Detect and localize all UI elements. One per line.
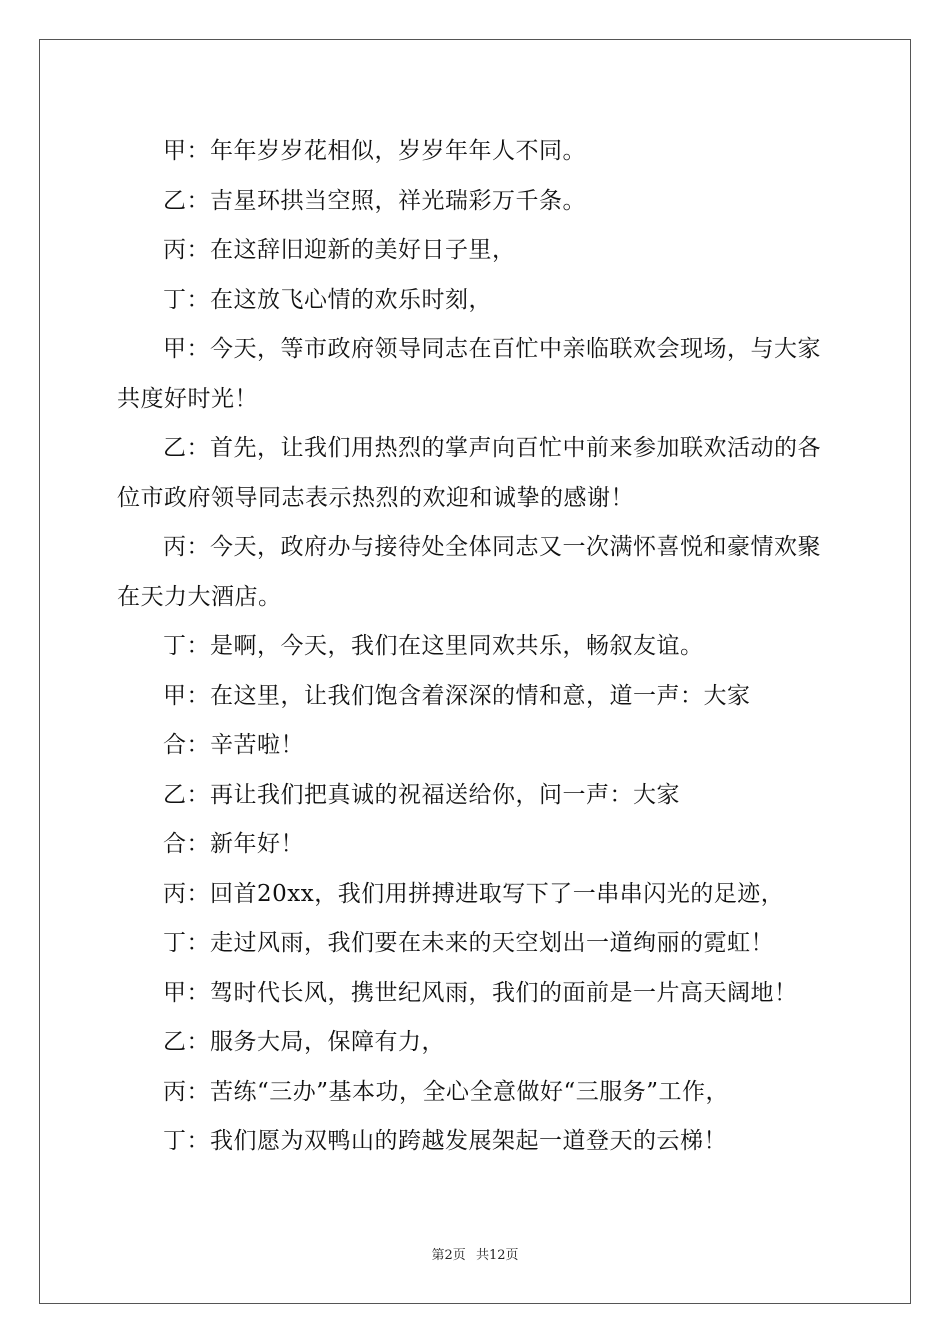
paragraph: 丁：是啊，今天，我们在这里同欢共乐，畅叙友谊。 — [163, 633, 704, 659]
paragraph: 丙：今天，政府办与接待处全体同志又一次满怀喜悦和豪情欢聚在天力大酒店。 — [117, 534, 821, 610]
paragraph: 甲：年年岁岁花相似，岁岁年年人不同。 — [163, 138, 586, 164]
paragraph: 合：新年好！ — [163, 831, 304, 857]
document-body — [117, 127, 833, 1167]
paragraph: 丙：回首20xx，我们用拼搏进取写下了一串串闪光的足迹， — [163, 880, 785, 907]
paragraph: 甲：在这里，让我们饱含着深深的情和意，道一声：大家 — [163, 682, 751, 709]
paragraph: 丙：苦练“三办”基本功，全心全意做好“三服务”工作， — [163, 1078, 730, 1105]
page-footer — [0, 1247, 950, 1265]
paragraph: 甲：驾时代长风，携世纪风雨，我们的面前是一片高天阔地！ — [163, 979, 798, 1006]
page-number: 第2页 — [431, 1248, 466, 1263]
paragraph: 乙：首先，让我们用热烈的掌声向百忙中前来参加联欢活动的各位市政府领导同志表示热烈的欢迎和诚挚的感谢！ — [117, 435, 821, 511]
page-total: 共12页 — [475, 1248, 519, 1263]
paragraph: 乙：吉星环拱当空照，祥光瑞彩万千条。 — [163, 187, 586, 214]
paragraph: 丙：在这辞旧迎新的美好日子里， — [163, 237, 516, 263]
paragraph: 丁：在这放飞心情的欢乐时刻， — [163, 286, 492, 313]
paragraph: 甲：今天，等市政府领导同志在百忙中亲临联欢会现场，与大家共度好时光！ — [117, 336, 821, 412]
paragraph: 乙：再让我们把真诚的祝福送给你，问一声：大家 — [163, 781, 680, 808]
paragraph: 丁：我们愿为双鸭山的跨越发展架起一道登天的云梯！ — [163, 1128, 727, 1154]
paragraph: 丁：走过风雨，我们要在未来的天空划出一道绚丽的霓虹！ — [163, 930, 774, 956]
paragraph: 合：辛苦啦！ — [163, 732, 304, 758]
paragraph: 乙：服务大局，保障有力， — [163, 1029, 445, 1055]
